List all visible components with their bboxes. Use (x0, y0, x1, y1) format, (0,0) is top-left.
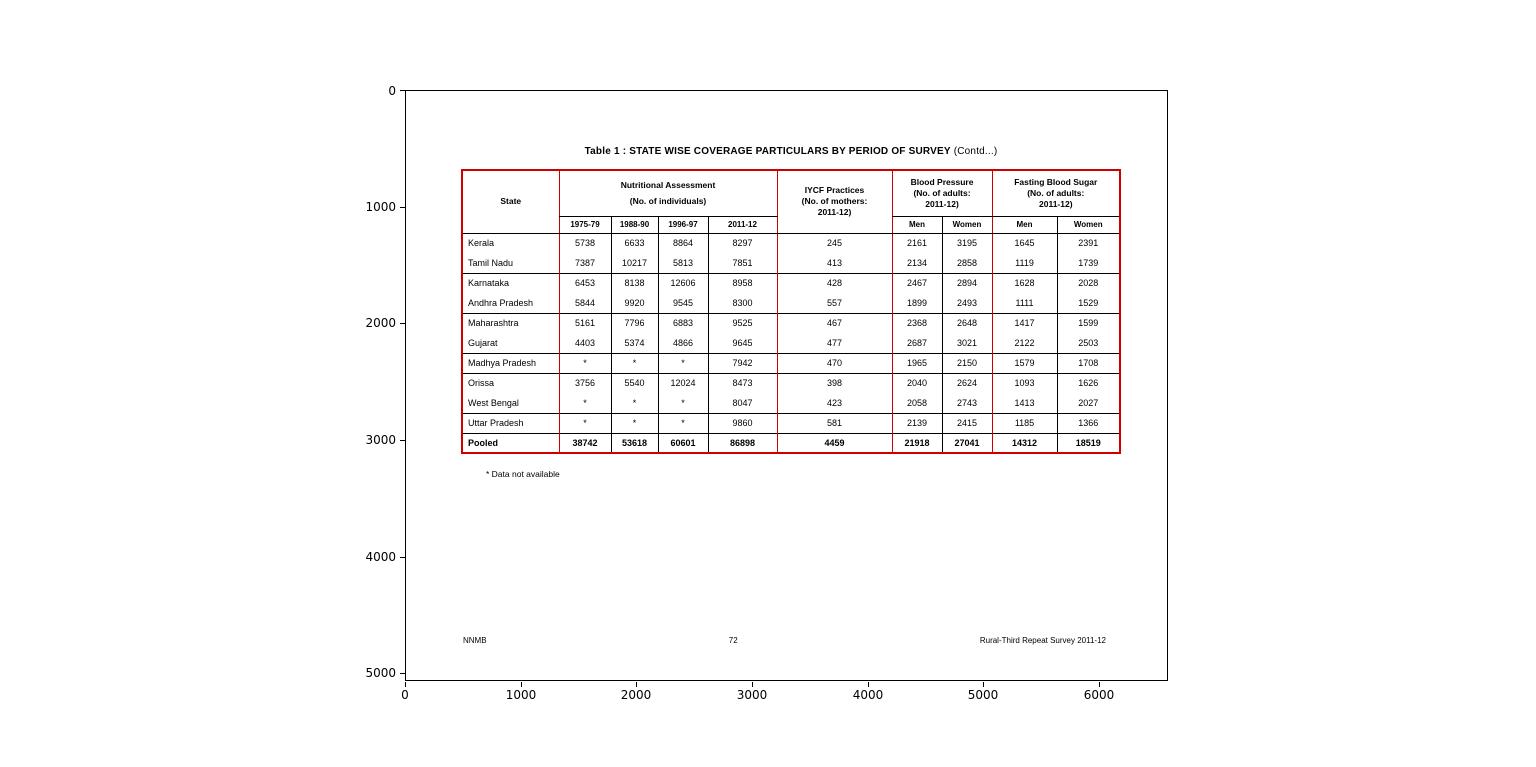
value-cell: 4866 (658, 333, 708, 353)
na-header-line1: Nutritional Assessment (620, 179, 716, 190)
na-header-line2: (No. of individuals) (629, 195, 707, 206)
col-header-fbs-men: Men (992, 216, 1057, 233)
plot-axes (405, 90, 1168, 681)
col-header-fasting-blood-sugar (992, 170, 1120, 216)
x-tick-label: 6000 (1083, 688, 1115, 702)
value-cell: 3195 (942, 233, 992, 253)
value-cell: 5540 (611, 373, 658, 393)
x-tick-label: 4000 (852, 688, 884, 702)
value-cell: * (611, 393, 658, 413)
state-cell: Karnataka (462, 273, 559, 293)
table-row (462, 393, 1120, 413)
state-cell: Madhya Pradesh (462, 353, 559, 373)
table-row (462, 373, 1120, 393)
value-cell: 7387 (559, 253, 611, 273)
value-cell: 1417 (992, 313, 1057, 333)
table-row (462, 313, 1120, 333)
value-cell: 27041 (942, 433, 992, 453)
value-cell: 18519 (1057, 433, 1120, 453)
value-cell: 7796 (611, 313, 658, 333)
value-cell: 2122 (992, 333, 1057, 353)
value-cell: 9860 (708, 413, 777, 433)
value-cell: 1739 (1057, 253, 1120, 273)
value-cell: 1413 (992, 393, 1057, 413)
value-cell: 1645 (992, 233, 1057, 253)
value-cell: 2493 (942, 293, 992, 313)
y-tick-label: 3000 (365, 433, 396, 447)
value-cell: 21918 (892, 433, 942, 453)
state-cell: Andhra Pradesh (468, 297, 534, 308)
value-cell: * (611, 353, 658, 373)
state-cell: West Bengal (468, 397, 519, 408)
bp-header-line1: Blood Pressure (910, 176, 974, 187)
footer-left: NNMB (463, 636, 487, 645)
col-header-bp-women: Women (942, 216, 992, 233)
value-cell: 2415 (942, 413, 992, 433)
value-cell: 1626 (1057, 373, 1120, 393)
x-tick-mark (636, 682, 637, 687)
table-title-main: Table 1 : STATE WISE COVERAGE PARTICULARS BY PERIOD OF SURVEY (584, 146, 951, 157)
table-row (462, 413, 1120, 433)
value-cell: 467 (777, 313, 892, 333)
x-tick-mark (405, 682, 406, 687)
value-cell: 2743 (942, 393, 992, 413)
value-cell: 8473 (708, 373, 777, 393)
value-cell: 398 (777, 373, 892, 393)
value-cell: 1599 (1057, 313, 1120, 333)
fbs-header-line2: (No. of adults: (1027, 187, 1085, 198)
value-cell: 8138 (611, 273, 658, 293)
state-cell: Orissa (462, 373, 559, 393)
x-tick-label: 3000 (736, 688, 768, 702)
value-cell: * (559, 393, 611, 413)
value-cell: * (559, 353, 611, 373)
value-cell: 3021 (942, 333, 992, 353)
x-tick-mark (983, 682, 984, 687)
value-cell: 1579 (992, 353, 1057, 373)
bp-header-line2: (No. of adults: (913, 187, 971, 198)
document-page (406, 91, 1167, 680)
value-cell: 14312 (992, 433, 1057, 453)
x-tick-label: 1000 (505, 688, 537, 702)
value-cell: 2894 (942, 273, 992, 293)
value-cell: 12606 (658, 273, 708, 293)
value-cell: 8958 (708, 273, 777, 293)
value-cell: 2648 (942, 313, 992, 333)
value-cell: 7942 (708, 353, 777, 373)
col-header-nutritional-assessment (559, 170, 777, 216)
value-cell: 1899 (892, 293, 942, 313)
value-cell: 2134 (892, 253, 942, 273)
value-cell: 9920 (611, 293, 658, 313)
bp-header-line3: 2011-12) (925, 198, 959, 209)
col-header-fbs-women: Women (1057, 216, 1120, 233)
value-cell: 5844 (559, 293, 611, 313)
value-cell: 6453 (559, 273, 611, 293)
value-cell: 2040 (892, 373, 942, 393)
table-row (462, 273, 1120, 293)
fbs-header-line1: Fasting Blood Sugar (1014, 176, 1098, 187)
col-header-blood-pressure (892, 170, 992, 216)
value-cell: 8864 (658, 233, 708, 253)
value-cell: 1628 (992, 273, 1057, 293)
col-header-iycf (777, 170, 892, 233)
col-header-year-2011-12: 2011-12 (708, 216, 777, 233)
x-tick-mark (521, 682, 522, 687)
x-tick-label: 2000 (620, 688, 652, 702)
x-tick-label: 0 (401, 688, 409, 702)
value-cell: 428 (777, 273, 892, 293)
value-cell: 2858 (942, 253, 992, 273)
value-cell: 1965 (892, 353, 942, 373)
x-tick-mark (868, 682, 869, 687)
value-cell: 2503 (1057, 333, 1120, 353)
x-tick-mark (1099, 682, 1100, 687)
value-cell: 470 (777, 353, 892, 373)
value-cell: 3756 (559, 373, 611, 393)
value-cell: 581 (777, 413, 892, 433)
page-number: 72 (728, 636, 738, 645)
table-body (462, 233, 1120, 453)
value-cell: 1111 (992, 293, 1057, 313)
col-header-state: State (462, 170, 559, 233)
table-row (462, 333, 1120, 353)
col-header-year-1988-90: 1988-90 (611, 216, 658, 233)
state-cell: Tamil Nadu (468, 257, 514, 268)
state-cell: Uttar Pradesh (462, 413, 559, 433)
iycf-header-line2: (No. of mothers: (801, 196, 868, 207)
value-cell: 245 (777, 233, 892, 253)
value-cell: * (611, 413, 658, 433)
value-cell: 2139 (892, 413, 942, 433)
value-cell: 2391 (1057, 233, 1120, 253)
value-cell: 5374 (611, 333, 658, 353)
value-cell: 413 (777, 253, 892, 273)
value-cell: 9645 (708, 333, 777, 353)
value-cell: 423 (777, 393, 892, 413)
value-cell: * (559, 413, 611, 433)
y-tick-label: 0 (388, 84, 396, 98)
state-cell: Gujarat (468, 337, 498, 348)
value-cell: 2058 (892, 393, 942, 413)
value-cell: 4459 (777, 433, 892, 453)
value-cell: 5161 (559, 313, 611, 333)
value-cell: 7851 (708, 253, 777, 273)
value-cell: 2624 (942, 373, 992, 393)
value-cell: 5813 (658, 253, 708, 273)
value-cell: 2150 (942, 353, 992, 373)
value-cell: 38742 (559, 433, 611, 453)
table-row (462, 433, 1120, 453)
value-cell: 60601 (658, 433, 708, 453)
value-cell: 2368 (892, 313, 942, 333)
coverage-table (461, 169, 1121, 454)
table-title (441, 146, 1141, 157)
value-cell: 2027 (1057, 393, 1120, 413)
table-row (462, 233, 1120, 253)
value-cell: 2028 (1057, 273, 1120, 293)
fbs-header-line3: 2011-12) (1038, 198, 1073, 209)
y-tick-label: 4000 (365, 550, 396, 564)
table-row (462, 353, 1120, 373)
y-tick-label: 2000 (365, 316, 396, 330)
value-cell: 6633 (611, 233, 658, 253)
value-cell: 8297 (708, 233, 777, 253)
value-cell: 10217 (611, 253, 658, 273)
value-cell: * (658, 393, 708, 413)
value-cell: 1119 (992, 253, 1057, 273)
table-row (462, 253, 1120, 273)
state-cell: Maharashtra (462, 313, 559, 333)
y-tick-label: 1000 (365, 200, 396, 214)
value-cell: 2161 (892, 233, 942, 253)
footnote: * Data not available (486, 469, 560, 479)
value-cell: 53618 (611, 433, 658, 453)
value-cell: 12024 (658, 373, 708, 393)
value-cell: 5738 (559, 233, 611, 253)
value-cell: 8300 (708, 293, 777, 313)
table-title-contd: (Contd...) (953, 146, 998, 157)
value-cell: 86898 (708, 433, 777, 453)
state-cell: Pooled (462, 433, 559, 453)
value-cell: 1093 (992, 373, 1057, 393)
value-cell: 4403 (559, 333, 611, 353)
table-row (462, 293, 1120, 313)
value-cell: 1708 (1057, 353, 1120, 373)
value-cell: 557 (777, 293, 892, 313)
state-cell: Kerala (468, 238, 495, 249)
value-cell: * (658, 353, 708, 373)
page-footer (463, 636, 1106, 645)
value-cell: 477 (777, 333, 892, 353)
value-cell: 8047 (708, 393, 777, 413)
value-cell: 1185 (992, 413, 1057, 433)
x-tick-mark (752, 682, 753, 687)
value-cell: * (658, 413, 708, 433)
value-cell: 2467 (892, 273, 942, 293)
value-cell: 1529 (1057, 293, 1120, 313)
x-tick-label: 5000 (967, 688, 999, 702)
y-tick-label: 5000 (365, 666, 396, 680)
iycf-header-line3: 2011-12) (817, 207, 852, 218)
value-cell: 2687 (892, 333, 942, 353)
value-cell: 6883 (658, 313, 708, 333)
value-cell: 9525 (708, 313, 777, 333)
col-header-bp-men: Men (892, 216, 942, 233)
col-header-year-1996-97: 1996-97 (658, 216, 708, 233)
value-cell: 1366 (1057, 413, 1120, 433)
value-cell: 9545 (658, 293, 708, 313)
col-header-year-1975-79: 1975-79 (559, 216, 611, 233)
footer-right: Rural-Third Repeat Survey 2011-12 (979, 636, 1106, 645)
iycf-header-line1: IYCF Practices (804, 185, 865, 196)
